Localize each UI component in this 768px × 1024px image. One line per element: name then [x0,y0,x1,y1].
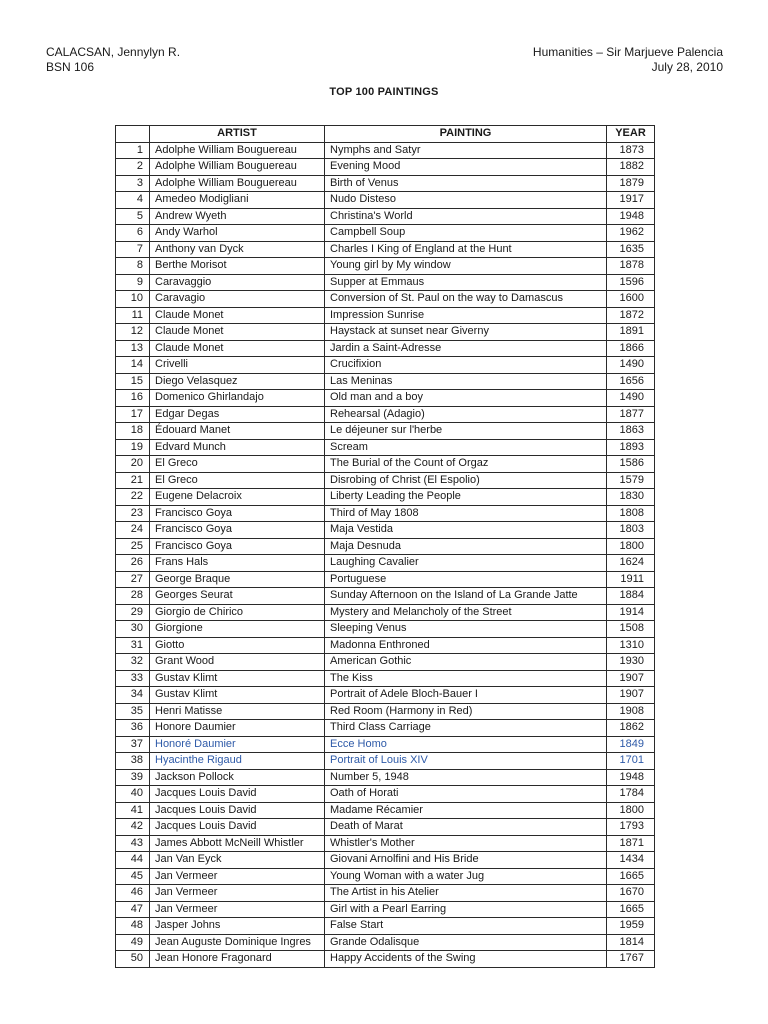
table-row [116,604,655,621]
course-info [533,45,723,75]
artist-cell: Georges Seurat [150,588,325,605]
row-number: 19 [116,439,150,456]
table-row [116,621,655,638]
artist-cell: Henri Matisse [150,703,325,720]
row-number: 43 [116,835,150,852]
student-section: BSN 106 [46,60,95,74]
artist-cell: Adolphe William Bouguereau [150,175,325,192]
year-cell: 1948 [607,208,655,225]
artist-cell: Jacques Louis David [150,802,325,819]
row-number: 11 [116,307,150,324]
artist-cell: Édouard Manet [150,423,325,440]
painting-cell: Portrait of Adele Bloch-Bauer I [325,687,607,704]
year-cell: 1434 [607,852,655,869]
table-row [116,208,655,225]
student-info [46,45,180,75]
painting-cell: Evening Mood [325,159,607,176]
row-number: 5 [116,208,150,225]
course-name: Humanities – Sir Marjueve Palencia [532,45,723,59]
row-number: 46 [116,885,150,902]
table-row [116,720,655,737]
row-number: 47 [116,901,150,918]
painting-cell: The Kiss [325,670,607,687]
row-number: 15 [116,373,150,390]
artist-cell: Amedeo Modigliani [150,192,325,209]
row-number: 30 [116,621,150,638]
row-number: 22 [116,489,150,506]
year-cell[interactable]: 1701 [607,753,655,770]
painting-cell: The Artist in his Atelier [325,885,607,902]
painting-cell: Happy Accidents of the Swing [325,951,607,968]
painting-cell[interactable]: Portrait of Louis XIV [325,753,607,770]
artist-cell: Jan Vermeer [150,901,325,918]
year-cell: 1803 [607,522,655,539]
table-row [116,423,655,440]
table-row [116,555,655,572]
painting-cell: Third of May 1808 [325,505,607,522]
row-number: 39 [116,769,150,786]
table-row [116,852,655,869]
artist-cell: Frans Hals [150,555,325,572]
row-number: 28 [116,588,150,605]
table-row [116,241,655,258]
row-number: 25 [116,538,150,555]
painting-cell: Grande Odalisque [325,934,607,951]
table-row [116,324,655,341]
year-cell: 1490 [607,390,655,407]
row-number: 38 [116,753,150,770]
painting-cell: Nudo Disteso [325,192,607,209]
painting-cell: Haystack at sunset near Giverny [325,324,607,341]
row-number: 4 [116,192,150,209]
table-row [116,505,655,522]
painting-cell: Laughing Cavalier [325,555,607,572]
painting-cell: Whistler's Mother [325,835,607,852]
artist-column-header: ARTIST [150,126,325,143]
artist-cell: Adolphe William Bouguereau [150,159,325,176]
row-number: 49 [116,934,150,951]
year-cell: 1948 [607,769,655,786]
row-number: 18 [116,423,150,440]
table-row [116,456,655,473]
table-row [116,522,655,539]
row-number: 50 [116,951,150,968]
row-number: 36 [116,720,150,737]
year-cell: 1863 [607,423,655,440]
artist-cell: El Greco [150,456,325,473]
table-row [116,918,655,935]
table-row [116,571,655,588]
artist-cell: Francisco Goya [150,505,325,522]
artist-cell: Giorgio de Chirico [150,604,325,621]
row-number: 23 [116,505,150,522]
year-cell: 1800 [607,802,655,819]
table-row [116,159,655,176]
table-row [116,307,655,324]
row-number: 17 [116,406,150,423]
painting-cell: Young girl by My window [325,258,607,275]
row-number: 37 [116,736,150,753]
year-cell: 1893 [607,439,655,456]
row-number: 12 [116,324,150,341]
year-cell: 1586 [607,456,655,473]
painting-cell: Red Room (Harmony in Red) [325,703,607,720]
painting-cell: Madonna Enthroned [325,637,607,654]
painting-column-header: PAINTING [325,126,607,143]
year-cell: 1884 [607,588,655,605]
painting-cell: Nymphs and Satyr [325,142,607,159]
year-cell: 1879 [607,175,655,192]
year-cell: 1767 [607,951,655,968]
artist-cell: Berthe Morisot [150,258,325,275]
row-number: 8 [116,258,150,275]
row-number: 21 [116,472,150,489]
table-row [116,835,655,852]
painting-cell: Impression Sunrise [325,307,607,324]
painting-cell: Le déjeuner sur l'herbe [325,423,607,440]
table-row [116,951,655,968]
table-row [116,439,655,456]
artist-cell: Jasper Johns [150,918,325,935]
painting-cell: Christina's World [325,208,607,225]
table-row [116,769,655,786]
artist-cell: Anthony van Dyck [150,241,325,258]
artist-cell: Jean Honore Fragonard [150,951,325,968]
year-cell: 1871 [607,835,655,852]
year-cell: 1873 [607,142,655,159]
painting-cell: Sleeping Venus [325,621,607,638]
painting-cell: False Start [325,918,607,935]
painting-cell: Conversion of St. Paul on the way to Damascus [325,291,607,308]
row-number: 10 [116,291,150,308]
artist-cell: Gustav Klimt [150,687,325,704]
year-cell: 1878 [607,258,655,275]
artist-cell: Giotto [150,637,325,654]
table-row [116,192,655,209]
table-row [116,687,655,704]
year-cell: 1635 [607,241,655,258]
row-number: 29 [116,604,150,621]
artist-cell: Jacques Louis David [150,786,325,803]
painting-cell: Third Class Carriage [325,720,607,737]
table-row [116,901,655,918]
artist-cell: Jan Vermeer [150,885,325,902]
table-row [116,373,655,390]
painting-cell: American Gothic [325,654,607,671]
table-row [116,654,655,671]
table-row [116,819,655,836]
painting-cell: Crucifixion [325,357,607,374]
year-cell: 1624 [607,555,655,572]
row-number: 24 [116,522,150,539]
painting-cell: Liberty Leading the People [325,489,607,506]
year-cell: 1508 [607,621,655,638]
year-cell: 1665 [607,868,655,885]
table-row [116,406,655,423]
painting-cell: Old man and a boy [325,390,607,407]
artist-cell: Claude Monet [150,340,325,357]
year-cell: 1959 [607,918,655,935]
painting-cell: The Burial of the Count of Orgaz [325,456,607,473]
painting-cell: Maja Desnuda [325,538,607,555]
artist-cell: Caravaggio [150,274,325,291]
artist-cell: James Abbott McNeill Whistler [150,835,325,852]
painting-cell: Scream [325,439,607,456]
table-row [116,588,655,605]
artist-cell: Grant Wood [150,654,325,671]
year-cell: 1907 [607,670,655,687]
table-row [116,225,655,242]
artist-cell: Honore Daumier [150,720,325,737]
table-row [116,703,655,720]
artist-cell: Giorgione [150,621,325,638]
artist-cell: Claude Monet [150,307,325,324]
year-cell: 1579 [607,472,655,489]
row-number: 2 [116,159,150,176]
painting-cell: Death of Marat [325,819,607,836]
table-row [116,786,655,803]
artist-cell: Jan Van Eyck [150,852,325,869]
painting-cell: Supper at Emmaus [325,274,607,291]
year-cell: 1914 [607,604,655,621]
artist-cell: Domenico Ghirlandajo [150,390,325,407]
year-column-header: YEAR [607,126,655,143]
artist-cell: Jan Vermeer [150,868,325,885]
year-cell: 1793 [607,819,655,836]
year-cell: 1596 [607,274,655,291]
painting-cell: Rehearsal (Adagio) [325,406,607,423]
table-header-row [116,126,655,143]
artist-cell[interactable]: Honoré Daumier [150,736,325,753]
row-number: 13 [116,340,150,357]
paintings-table [115,125,655,968]
artist-cell: Caravagio [150,291,325,308]
year-cell: 1891 [607,324,655,341]
row-number: 34 [116,687,150,704]
row-number: 1 [116,142,150,159]
year-cell: 1930 [607,654,655,671]
year-cell: 1830 [607,489,655,506]
document-date: July 28, 2010 [651,60,723,74]
painting-cell: Girl with a Pearl Earring [325,901,607,918]
row-number: 16 [116,390,150,407]
year-cell: 1310 [607,637,655,654]
row-number: 40 [116,786,150,803]
artist-cell: Francisco Goya [150,538,325,555]
year-cell: 1656 [607,373,655,390]
year-cell: 1814 [607,934,655,951]
year-cell: 1882 [607,159,655,176]
artist-cell: El Greco [150,472,325,489]
row-number: 3 [116,175,150,192]
table-row [116,885,655,902]
artist-cell: Edgar Degas [150,406,325,423]
row-number: 7 [116,241,150,258]
painting-cell: Giovani Arnolfini and His Bride [325,852,607,869]
painting-cell: Oath of Horati [325,786,607,803]
artist-cell: Diego Velasquez [150,373,325,390]
artist-cell: Jacques Louis David [150,819,325,836]
row-number: 31 [116,637,150,654]
artist-cell[interactable]: Hyacinthe Rigaud [150,753,325,770]
table-row [116,340,655,357]
page-title: TOP 100 PAINTINGS [329,86,439,98]
row-number: 9 [116,274,150,291]
artist-cell: Jean Auguste Dominique Ingres [150,934,325,951]
row-number: 35 [116,703,150,720]
row-number: 33 [116,670,150,687]
table-row [116,258,655,275]
year-cell: 1600 [607,291,655,308]
artist-cell: Francisco Goya [150,522,325,539]
artist-cell: Edvard Munch [150,439,325,456]
painting-cell: Madame Récamier [325,802,607,819]
table-row [116,538,655,555]
table-row [116,637,655,654]
table-row [116,489,655,506]
artist-cell: Jackson Pollock [150,769,325,786]
artist-cell: Crivelli [150,357,325,374]
painting-cell: Disrobing of Christ (El Espolio) [325,472,607,489]
year-cell: 1877 [607,406,655,423]
year-cell: 1490 [607,357,655,374]
table-row [116,390,655,407]
row-number: 27 [116,571,150,588]
artist-cell: Eugene Delacroix [150,489,325,506]
year-cell: 1784 [607,786,655,803]
artist-cell: Claude Monet [150,324,325,341]
year-cell: 1907 [607,687,655,704]
painting-cell[interactable]: Ecce Homo [325,736,607,753]
table-row [116,868,655,885]
year-cell: 1670 [607,885,655,902]
student-name: CALACSAN, Jennylyn R. [46,45,181,59]
painting-cell: Number 5, 1948 [325,769,607,786]
year-cell: 1665 [607,901,655,918]
table-body [116,142,655,967]
year-cell: 1862 [607,720,655,737]
row-number: 41 [116,802,150,819]
painting-cell: Charles I King of England at the Hunt [325,241,607,258]
table-row [116,142,655,159]
year-cell: 1866 [607,340,655,357]
painting-cell: Young Woman with a water Jug [325,868,607,885]
artist-cell: Gustav Klimt [150,670,325,687]
year-cell: 1911 [607,571,655,588]
painting-cell: Sunday Afternoon on the Island of La Grande Jatte [325,588,607,605]
year-cell[interactable]: 1849 [607,736,655,753]
painting-cell: Maja Vestida [325,522,607,539]
artist-cell: Adolphe William Bouguereau [150,142,325,159]
year-cell: 1800 [607,538,655,555]
table-row [116,291,655,308]
row-number: 44 [116,852,150,869]
table-row [116,736,655,753]
row-number: 14 [116,357,150,374]
row-number: 48 [116,918,150,935]
row-number: 32 [116,654,150,671]
row-number: 26 [116,555,150,572]
year-cell: 1908 [607,703,655,720]
row-number: 45 [116,868,150,885]
year-cell: 1872 [607,307,655,324]
table-row [116,670,655,687]
painting-cell: Mystery and Melancholy of the Street [325,604,607,621]
row-number: 42 [116,819,150,836]
year-cell: 1962 [607,225,655,242]
row-number: 6 [116,225,150,242]
table-row [116,274,655,291]
artist-cell: Andy Warhol [150,225,325,242]
year-cell: 1808 [607,505,655,522]
artist-cell: George Braque [150,571,325,588]
table-row [116,175,655,192]
table-row [116,357,655,374]
row-number: 20 [116,456,150,473]
painting-cell: Campbell Soup [325,225,607,242]
year-cell: 1917 [607,192,655,209]
artist-cell: Andrew Wyeth [150,208,325,225]
table-row [116,472,655,489]
table-row [116,753,655,770]
painting-cell: Portuguese [325,571,607,588]
painting-cell: Las Meninas [325,373,607,390]
painting-cell: Jardin a Saint-Adresse [325,340,607,357]
table-row [116,934,655,951]
painting-cell: Birth of Venus [325,175,607,192]
table-row [116,802,655,819]
number-column-header [116,126,150,143]
